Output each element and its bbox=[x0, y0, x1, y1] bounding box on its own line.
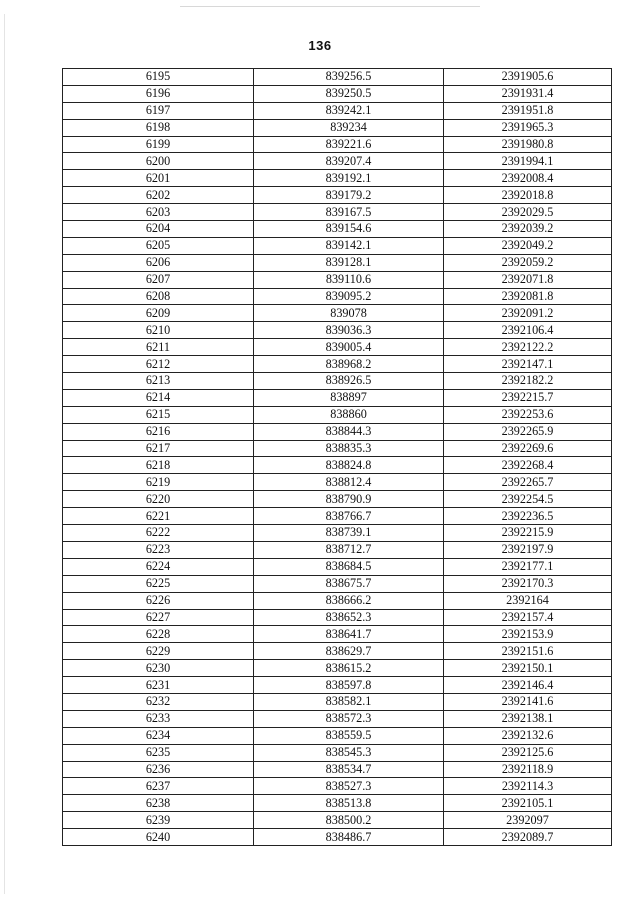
point-number-cell: 6227 bbox=[63, 609, 254, 626]
y-coordinate-cell: 2392177.1 bbox=[444, 558, 612, 575]
point-number-cell: 6215 bbox=[63, 406, 254, 423]
point-number-cell: 6210 bbox=[63, 322, 254, 339]
point-number-cell: 6229 bbox=[63, 643, 254, 660]
x-coordinate-cell: 838559.5 bbox=[254, 727, 444, 744]
x-coordinate-cell: 838675.7 bbox=[254, 575, 444, 592]
y-coordinate-cell: 2392182.2 bbox=[444, 373, 612, 390]
table-row bbox=[63, 170, 612, 187]
point-number-cell: 6235 bbox=[63, 744, 254, 761]
y-coordinate-cell: 2392164 bbox=[444, 592, 612, 609]
point-number-cell: 6239 bbox=[63, 812, 254, 829]
y-coordinate-cell: 2392268.4 bbox=[444, 457, 612, 474]
x-coordinate-cell: 838652.3 bbox=[254, 609, 444, 626]
x-coordinate-cell: 839167.5 bbox=[254, 204, 444, 221]
table-row bbox=[63, 187, 612, 204]
y-coordinate-cell: 2392029.5 bbox=[444, 204, 612, 221]
point-number-cell: 6226 bbox=[63, 592, 254, 609]
point-number-cell: 6196 bbox=[63, 85, 254, 102]
table-row bbox=[63, 541, 612, 558]
x-coordinate-cell: 838527.3 bbox=[254, 778, 444, 795]
x-coordinate-cell: 839005.4 bbox=[254, 339, 444, 356]
page-number: 136 bbox=[308, 38, 332, 53]
y-coordinate-cell: 2392018.8 bbox=[444, 187, 612, 204]
point-number-cell: 6206 bbox=[63, 254, 254, 271]
y-coordinate-cell: 2392265.7 bbox=[444, 474, 612, 491]
table-row bbox=[63, 491, 612, 508]
y-coordinate-cell: 2392039.2 bbox=[444, 221, 612, 238]
table-row bbox=[63, 389, 612, 406]
point-number-cell: 6219 bbox=[63, 474, 254, 491]
x-coordinate-cell: 838597.8 bbox=[254, 677, 444, 694]
point-number-cell: 6195 bbox=[63, 69, 254, 86]
table-row bbox=[63, 423, 612, 440]
y-coordinate-cell: 2392089.7 bbox=[444, 829, 612, 846]
table-row bbox=[63, 744, 612, 761]
point-number-cell: 6221 bbox=[63, 508, 254, 525]
point-number-cell: 6236 bbox=[63, 761, 254, 778]
y-coordinate-cell: 2391905.6 bbox=[444, 69, 612, 86]
table-row bbox=[63, 406, 612, 423]
x-coordinate-cell: 838860 bbox=[254, 406, 444, 423]
table-row bbox=[63, 710, 612, 727]
y-coordinate-cell: 2392059.2 bbox=[444, 254, 612, 271]
table-row bbox=[63, 305, 612, 322]
point-number-cell: 6208 bbox=[63, 288, 254, 305]
point-number-cell: 6240 bbox=[63, 829, 254, 846]
x-coordinate-cell: 838666.2 bbox=[254, 592, 444, 609]
table-row bbox=[63, 356, 612, 373]
point-number-cell: 6230 bbox=[63, 660, 254, 677]
point-number-cell: 6232 bbox=[63, 693, 254, 710]
table-row bbox=[63, 592, 612, 609]
scan-edge-top bbox=[180, 6, 480, 7]
point-number-cell: 6216 bbox=[63, 423, 254, 440]
y-coordinate-cell: 2392141.6 bbox=[444, 693, 612, 710]
y-coordinate-cell: 2392081.8 bbox=[444, 288, 612, 305]
x-coordinate-cell: 838766.7 bbox=[254, 508, 444, 525]
point-number-cell: 6223 bbox=[63, 541, 254, 558]
y-coordinate-cell: 2392146.4 bbox=[444, 677, 612, 694]
point-number-cell: 6203 bbox=[63, 204, 254, 221]
y-coordinate-cell: 2392071.8 bbox=[444, 271, 612, 288]
scan-edge-left bbox=[4, 14, 5, 894]
x-coordinate-cell: 839234 bbox=[254, 119, 444, 136]
point-number-cell: 6204 bbox=[63, 221, 254, 238]
table-row bbox=[63, 626, 612, 643]
coordinates-table bbox=[62, 68, 612, 846]
table-row bbox=[63, 85, 612, 102]
x-coordinate-cell: 838486.7 bbox=[254, 829, 444, 846]
table-row bbox=[63, 254, 612, 271]
x-coordinate-cell: 839242.1 bbox=[254, 102, 444, 119]
x-coordinate-cell: 839192.1 bbox=[254, 170, 444, 187]
y-coordinate-cell: 2392132.6 bbox=[444, 727, 612, 744]
table-row bbox=[63, 778, 612, 795]
table-row bbox=[63, 508, 612, 525]
x-coordinate-cell: 839179.2 bbox=[254, 187, 444, 204]
x-coordinate-cell: 838572.3 bbox=[254, 710, 444, 727]
point-number-cell: 6209 bbox=[63, 305, 254, 322]
y-coordinate-cell: 2392138.1 bbox=[444, 710, 612, 727]
point-number-cell: 6198 bbox=[63, 119, 254, 136]
point-number-cell: 6220 bbox=[63, 491, 254, 508]
table-row bbox=[63, 474, 612, 491]
table-row bbox=[63, 761, 612, 778]
y-coordinate-cell: 2391994.1 bbox=[444, 153, 612, 170]
table-row bbox=[63, 812, 612, 829]
y-coordinate-cell: 2392097 bbox=[444, 812, 612, 829]
point-number-cell: 6218 bbox=[63, 457, 254, 474]
x-coordinate-cell: 838790.9 bbox=[254, 491, 444, 508]
table-row bbox=[63, 339, 612, 356]
x-coordinate-cell: 839256.5 bbox=[254, 69, 444, 86]
point-number-cell: 6237 bbox=[63, 778, 254, 795]
x-coordinate-cell: 838812.4 bbox=[254, 474, 444, 491]
x-coordinate-cell: 838641.7 bbox=[254, 626, 444, 643]
y-coordinate-cell: 2392125.6 bbox=[444, 744, 612, 761]
y-coordinate-cell: 2392106.4 bbox=[444, 322, 612, 339]
y-coordinate-cell: 2391965.3 bbox=[444, 119, 612, 136]
table-row bbox=[63, 373, 612, 390]
table-row bbox=[63, 457, 612, 474]
point-number-cell: 6197 bbox=[63, 102, 254, 119]
y-coordinate-cell: 2392118.9 bbox=[444, 761, 612, 778]
point-number-cell: 6233 bbox=[63, 710, 254, 727]
table-row bbox=[63, 102, 612, 119]
y-coordinate-cell: 2392008.4 bbox=[444, 170, 612, 187]
y-coordinate-cell: 2392269.6 bbox=[444, 440, 612, 457]
x-coordinate-cell: 839154.6 bbox=[254, 221, 444, 238]
point-number-cell: 6211 bbox=[63, 339, 254, 356]
y-coordinate-cell: 2391931.4 bbox=[444, 85, 612, 102]
table-row bbox=[63, 525, 612, 542]
table-row bbox=[63, 271, 612, 288]
table-row bbox=[63, 609, 612, 626]
x-coordinate-cell: 839128.1 bbox=[254, 254, 444, 271]
x-coordinate-cell: 839221.6 bbox=[254, 136, 444, 153]
point-number-cell: 6238 bbox=[63, 795, 254, 812]
x-coordinate-cell: 839095.2 bbox=[254, 288, 444, 305]
x-coordinate-cell: 839142.1 bbox=[254, 237, 444, 254]
point-number-cell: 6222 bbox=[63, 525, 254, 542]
y-coordinate-cell: 2392265.9 bbox=[444, 423, 612, 440]
x-coordinate-cell: 839078 bbox=[254, 305, 444, 322]
x-coordinate-cell: 838835.3 bbox=[254, 440, 444, 457]
y-coordinate-cell: 2392147.1 bbox=[444, 356, 612, 373]
point-number-cell: 6201 bbox=[63, 170, 254, 187]
x-coordinate-cell: 838897 bbox=[254, 389, 444, 406]
table-row bbox=[63, 119, 612, 136]
table-row bbox=[63, 288, 612, 305]
y-coordinate-cell: 2392153.9 bbox=[444, 626, 612, 643]
point-number-cell: 6213 bbox=[63, 373, 254, 390]
table-row bbox=[63, 136, 612, 153]
point-number-cell: 6224 bbox=[63, 558, 254, 575]
y-coordinate-cell: 2392151.6 bbox=[444, 643, 612, 660]
table-row bbox=[63, 643, 612, 660]
y-coordinate-cell: 2392215.7 bbox=[444, 389, 612, 406]
y-coordinate-cell: 2392049.2 bbox=[444, 237, 612, 254]
x-coordinate-cell: 838926.5 bbox=[254, 373, 444, 390]
x-coordinate-cell: 839250.5 bbox=[254, 85, 444, 102]
y-coordinate-cell: 2392253.6 bbox=[444, 406, 612, 423]
table-row bbox=[63, 693, 612, 710]
x-coordinate-cell: 838615.2 bbox=[254, 660, 444, 677]
y-coordinate-cell: 2392157.4 bbox=[444, 609, 612, 626]
table-row bbox=[63, 204, 612, 221]
table-row bbox=[63, 558, 612, 575]
table-row bbox=[63, 322, 612, 339]
x-coordinate-cell: 838500.2 bbox=[254, 812, 444, 829]
table-row bbox=[63, 69, 612, 86]
x-coordinate-cell: 838968.2 bbox=[254, 356, 444, 373]
table-row bbox=[63, 795, 612, 812]
y-coordinate-cell: 2392150.1 bbox=[444, 660, 612, 677]
point-number-cell: 6199 bbox=[63, 136, 254, 153]
point-number-cell: 6228 bbox=[63, 626, 254, 643]
x-coordinate-cell: 838545.3 bbox=[254, 744, 444, 761]
point-number-cell: 6217 bbox=[63, 440, 254, 457]
x-coordinate-cell: 838824.8 bbox=[254, 457, 444, 474]
y-coordinate-cell: 2392170.3 bbox=[444, 575, 612, 592]
point-number-cell: 6231 bbox=[63, 677, 254, 694]
table-row bbox=[63, 727, 612, 744]
table-row bbox=[63, 829, 612, 846]
y-coordinate-cell: 2391951.8 bbox=[444, 102, 612, 119]
y-coordinate-cell: 2391980.8 bbox=[444, 136, 612, 153]
y-coordinate-cell: 2392122.2 bbox=[444, 339, 612, 356]
point-number-cell: 6225 bbox=[63, 575, 254, 592]
x-coordinate-cell: 838739.1 bbox=[254, 525, 444, 542]
table-row bbox=[63, 677, 612, 694]
x-coordinate-cell: 839036.3 bbox=[254, 322, 444, 339]
point-number-cell: 6214 bbox=[63, 389, 254, 406]
point-number-cell: 6202 bbox=[63, 187, 254, 204]
table-row bbox=[63, 440, 612, 457]
x-coordinate-cell: 838844.3 bbox=[254, 423, 444, 440]
table-row bbox=[63, 153, 612, 170]
y-coordinate-cell: 2392114.3 bbox=[444, 778, 612, 795]
table-row bbox=[63, 221, 612, 238]
x-coordinate-cell: 838513.8 bbox=[254, 795, 444, 812]
y-coordinate-cell: 2392254.5 bbox=[444, 491, 612, 508]
x-coordinate-cell: 838684.5 bbox=[254, 558, 444, 575]
y-coordinate-cell: 2392215.9 bbox=[444, 525, 612, 542]
table-row bbox=[63, 575, 612, 592]
point-number-cell: 6200 bbox=[63, 153, 254, 170]
table-row bbox=[63, 660, 612, 677]
point-number-cell: 6212 bbox=[63, 356, 254, 373]
point-number-cell: 6205 bbox=[63, 237, 254, 254]
x-coordinate-cell: 838582.1 bbox=[254, 693, 444, 710]
x-coordinate-cell: 838534.7 bbox=[254, 761, 444, 778]
point-number-cell: 6207 bbox=[63, 271, 254, 288]
x-coordinate-cell: 838629.7 bbox=[254, 643, 444, 660]
y-coordinate-cell: 2392236.5 bbox=[444, 508, 612, 525]
point-number-cell: 6234 bbox=[63, 727, 254, 744]
y-coordinate-cell: 2392105.1 bbox=[444, 795, 612, 812]
table-row bbox=[63, 237, 612, 254]
x-coordinate-cell: 839110.6 bbox=[254, 271, 444, 288]
x-coordinate-cell: 838712.7 bbox=[254, 541, 444, 558]
coordinates-table-body bbox=[63, 69, 612, 846]
y-coordinate-cell: 2392197.9 bbox=[444, 541, 612, 558]
y-coordinate-cell: 2392091.2 bbox=[444, 305, 612, 322]
x-coordinate-cell: 839207.4 bbox=[254, 153, 444, 170]
